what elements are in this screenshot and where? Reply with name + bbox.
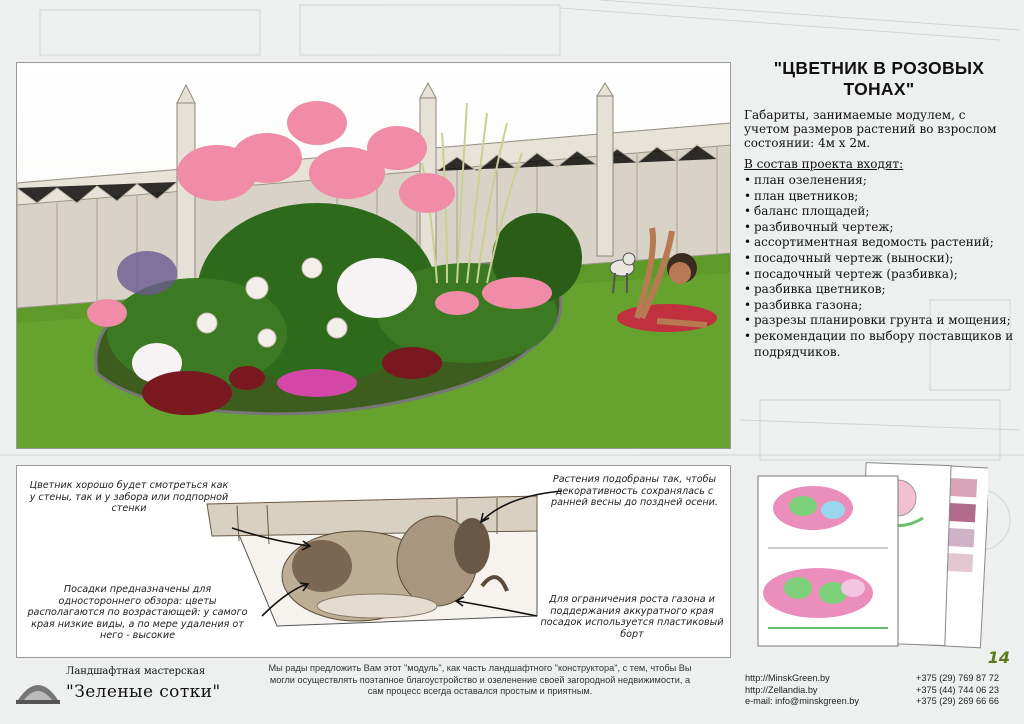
website-link[interactable]: http://Zellandia.by [745,684,818,695]
list-item: • баланс площадей; [744,204,1014,220]
company-name: "Зеленые сотки" [66,682,221,702]
website-link[interactable]: http://MinskGreen.by [745,673,830,683]
list-item: • ассортиментная ведомость растений; [744,235,1014,251]
footer-message: Мы рады предложить Вам этот "модуль", как часть ландшафтного "конструктора", с тем, чтобы Вы могли осуществлять поэтапное благоустройство и озеленение своей загородной недвижимости, а сам процесс всегда оставался простым и приятным. [268,663,692,697]
module-title: "ЦВЕТНИК В РОЗОВЫХ ТОНАХ" [773,58,985,99]
phone-number: +375 (29) 769 87 72 [916,673,1000,683]
phone-number: +375 (44) 744 06 23 [916,684,1000,695]
project-description [744,58,1014,360]
deliverables-list [744,173,1014,360]
project-documents-preview [748,458,988,653]
company-type: Ландшафтная мастерская [66,666,206,677]
phone-number: +375 (29) 269 66 66 [916,696,1000,707]
list-item: • план озеленения; [744,173,1014,189]
note-seasons: Растения подобраны так, чтобы декоративность сохранялась с ранней весны до поздней осени. [551,474,718,508]
email-link[interactable]: e-mail: info@minskgreen.by [745,696,860,707]
page-number: 14 [987,648,1010,667]
note-wall: Цветник хорошо будет смотреться как у стены, так и у забора или подпорной стенки [29,480,229,514]
note-view: Посадки предназначены для одностороннего обзора: цветы располагаются по возрастающей: у самого края низкие виды, а по мере удаления от него - высокие [27,584,248,641]
list-item: • посадочный чертеж (разбивка); [744,267,1014,283]
list-item: • рекомендации по выбору поставщиков и подрядчиков. [744,329,1014,360]
list-item: • план цветников; [744,189,1014,205]
annotated-sketch [16,465,731,658]
note-border: Для ограничения роста газона и поддержания аккуратного края посадок используется пластиковый борт [540,594,724,640]
list-item: • разрезы планировки грунта и мощения; [744,313,1014,329]
company-logo [14,670,62,708]
garden-render-image [16,62,731,449]
module-dimensions: Габариты, занимаемые модулем, с учетом размеров растений во взрослом состоянии: 4м х 2м. [744,108,997,150]
list-item: • разбивочный чертеж; [744,220,1014,236]
list-item: • разбивка газона; [744,298,1014,314]
deliverables-heading: В состав проекта входят: [744,157,904,171]
footer [0,660,1024,724]
list-item: • посадочный чертеж (выноски); [744,251,1014,267]
contact-links [745,673,859,708]
contact-phones [916,673,999,708]
list-item: • разбивка цветников; [744,282,1014,298]
